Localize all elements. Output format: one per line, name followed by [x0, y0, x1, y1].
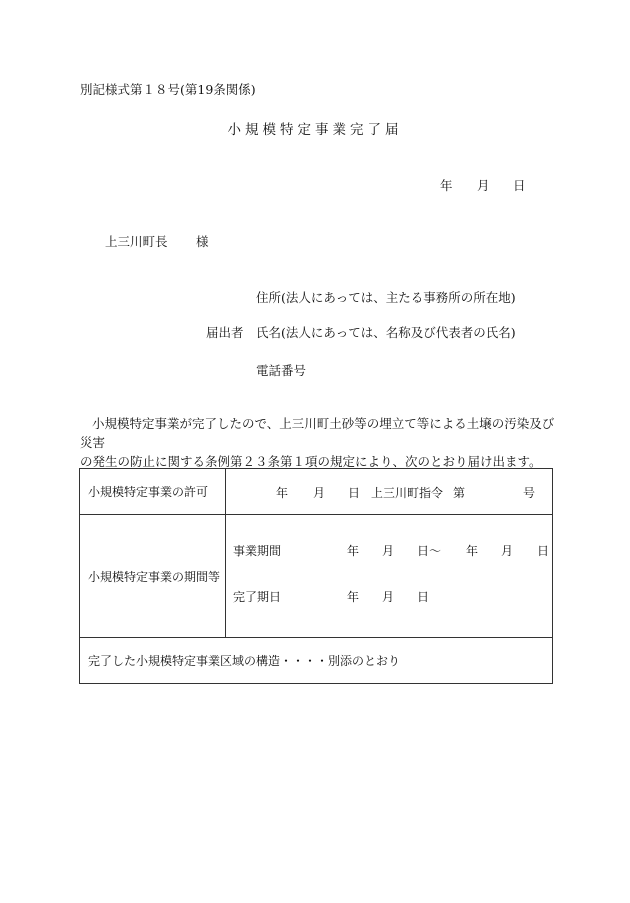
period-value-cell	[226, 515, 553, 638]
business-period-start-year: 年	[347, 544, 360, 558]
permit-authority: 上三川町指令	[371, 486, 444, 500]
form-number: 別記様式第１８号(第19条関係)	[80, 82, 256, 97]
permit-dai-label: 第	[453, 486, 466, 500]
date-day-label: 日	[513, 178, 526, 193]
date-year-label: 年	[440, 178, 453, 193]
business-period-end-year: 年	[466, 544, 479, 558]
name-label: 氏名(法人にあっては、名称及び代表者の氏名)	[256, 325, 516, 340]
date-month-label: 月	[477, 178, 490, 193]
permit-month-label: 月	[313, 486, 326, 500]
structure-row	[80, 638, 553, 684]
phone-label: 電話番号	[256, 363, 307, 378]
permit-label: 小規模特定事業の許可	[80, 469, 226, 515]
business-period-end-month: 月	[501, 544, 514, 558]
addressee-name: 上三川町長	[105, 234, 168, 249]
completion-day-label: 日	[417, 590, 430, 604]
permit-value-cell	[226, 469, 553, 515]
permit-row	[80, 469, 553, 515]
business-period-start-month: 月	[382, 544, 395, 558]
permit-day-label: 日	[348, 486, 361, 500]
permit-year-label: 年	[276, 486, 289, 500]
completion-table	[79, 468, 553, 684]
completion-year-label: 年	[347, 590, 360, 604]
body-line-1: 小規模特定事業が完了したので、上三川町土砂等の埋立て等による土壌の汚染及び災害	[80, 416, 555, 450]
business-period-end-day: 日	[537, 544, 550, 558]
document-title: 小規模特定事業完了届	[227, 122, 403, 138]
body-paragraph	[80, 414, 555, 471]
business-period-label: 事業期間	[233, 544, 282, 558]
business-period-start-day: 日～	[417, 544, 442, 558]
completion-date-label: 完了期日	[233, 590, 282, 604]
address-label: 住所(法人にあっては、主たる事務所の所在地)	[256, 290, 516, 305]
body-line-2: の発生の防止に関する条例第２３条第１項の規定により、次のとおり届け出ます。	[80, 454, 542, 469]
notifier-label: 届出者	[206, 325, 244, 340]
structure-text: 完了した小規模特定事業区域の構造・・・・別添のとおり	[80, 638, 553, 684]
addressee-honorific: 様	[196, 234, 209, 249]
period-row	[80, 515, 553, 638]
completion-month-label: 月	[382, 590, 395, 604]
permit-go-label: 号	[523, 486, 536, 500]
period-label: 小規模特定事業の期間等	[80, 515, 226, 638]
